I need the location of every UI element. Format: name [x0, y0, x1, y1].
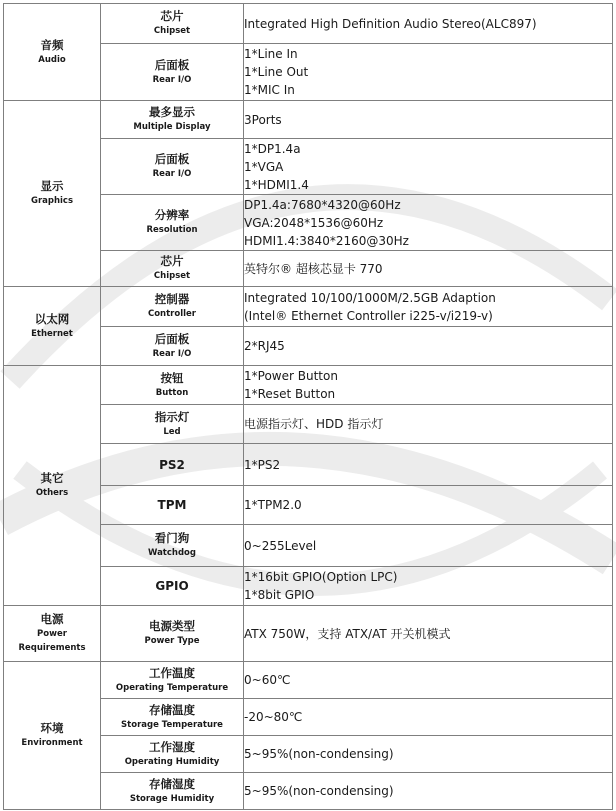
- value-line: 5~95%(non-condensing): [244, 784, 394, 798]
- sub-label-zh: 后面板: [154, 331, 190, 346]
- category-en: Graphics: [30, 196, 74, 206]
- sub-label-en: Operating Temperature: [115, 682, 229, 693]
- sub-label-en: Rear I/O: [152, 348, 192, 359]
- category-en: Ethernet: [31, 328, 73, 339]
- value-line: 英特尔® 超核芯显卡 770: [244, 261, 383, 276]
- value-line: Integrated High Definition Audio Stereo(ALC897): [244, 16, 537, 31]
- spec-value: [244, 567, 613, 606]
- value-line: 1*MIC In: [244, 83, 295, 97]
- spec-value: [244, 366, 613, 405]
- spec-value: [244, 486, 613, 525]
- sub-label-zh: 电源类型: [149, 619, 195, 633]
- sub-label-en: Button: [155, 387, 189, 398]
- sub-label-en: Rear I/O: [152, 169, 192, 179]
- spec-value: [244, 195, 613, 251]
- value-line: 1*DP1.4a: [244, 141, 301, 156]
- spec-value: [244, 736, 613, 773]
- sub-label-zh: 存储湿度: [149, 776, 195, 791]
- spec-value: [244, 101, 613, 139]
- sub-label: [101, 366, 244, 405]
- sub-label: [101, 195, 244, 251]
- sub-label-en: Controller: [147, 309, 196, 319]
- sub-label-zh: 指示灯: [154, 409, 190, 424]
- sub-label-en: Chipset: [153, 271, 191, 281]
- sub-label-zh: 按钮: [160, 370, 184, 385]
- category-zh: 显示: [40, 179, 64, 193]
- value-line: ATX 750W，支持 ATX/AT 开关机模式: [244, 626, 451, 641]
- sub-label: [101, 139, 244, 195]
- sub-label: [101, 444, 244, 486]
- sub-label-zh: PS2: [159, 457, 185, 472]
- value-line: 电源指示灯、HDD 指示灯: [244, 417, 384, 431]
- spec-value: [244, 251, 613, 287]
- spec-value: [244, 287, 613, 327]
- value-line: DP1.4a:7680*4320@60Hz: [244, 197, 401, 212]
- spec-row: [4, 287, 613, 327]
- sub-label-en: Led: [163, 426, 181, 437]
- sub-label-en: Resolution: [146, 225, 198, 235]
- value-line: 1*Reset Button: [244, 387, 336, 401]
- sub-label-en: Storage Temperature: [121, 719, 223, 730]
- sub-label: [101, 736, 244, 773]
- category-zh: 其它: [40, 471, 64, 485]
- category-zh: 音频: [40, 37, 64, 52]
- sub-label: [101, 699, 244, 736]
- category-ethernet: [4, 287, 101, 366]
- category-zh: 以太网: [34, 311, 70, 326]
- category-graphics: [4, 101, 101, 287]
- sub-label-en: Watchdog: [148, 548, 196, 558]
- value-line: 2*RJ45: [244, 339, 285, 353]
- value-line: 1*HDMI1.4: [244, 177, 309, 192]
- category-en: Audio: [38, 54, 66, 65]
- category-en: Environment: [21, 738, 83, 748]
- value-line: VGA:2048*1536@60Hz: [244, 215, 384, 230]
- sub-label-en: Power Type: [144, 636, 200, 646]
- spec-value: [244, 606, 613, 662]
- category-en: Power: [37, 629, 67, 639]
- sub-label: [101, 567, 244, 606]
- value-line: 1*TPM2.0: [244, 498, 302, 512]
- value-line: 3Ports: [244, 112, 282, 127]
- sub-label-en: Operating Humidity: [124, 756, 220, 767]
- sub-label-zh: 看门狗: [154, 531, 190, 545]
- sub-label: [101, 101, 244, 139]
- sub-label: [101, 4, 244, 44]
- value-line: 1*16bit GPIO(Option LPC): [244, 570, 398, 584]
- sub-label-en: Rear I/O: [152, 74, 192, 85]
- sub-label-zh: 工作湿度: [149, 739, 195, 754]
- value-line: Integrated 10/100/1000M/2.5GB Adaption: [244, 290, 496, 305]
- sub-label: [101, 327, 244, 366]
- sub-label-en: Chipset: [153, 26, 191, 36]
- value-line: 0~255Level: [244, 538, 317, 553]
- sub-label-en: Storage Humidity: [129, 793, 215, 804]
- spec-value: [244, 699, 613, 736]
- value-line: HDMI1.4:3840*2160@30Hz: [244, 233, 409, 248]
- value-line: 0~60℃: [244, 673, 291, 687]
- sub-label: [101, 405, 244, 444]
- sub-label-zh: TPM: [157, 498, 187, 512]
- value-line: (Intel® Ethernet Controller i225-v/i219-v): [244, 308, 493, 323]
- sub-label: [101, 486, 244, 525]
- spec-table: [3, 3, 613, 810]
- sub-label: [101, 773, 244, 810]
- spec-row: [4, 662, 613, 699]
- sub-label: [101, 606, 244, 662]
- sub-label-zh: 存储温度: [149, 702, 195, 717]
- sub-label-zh: 后面板: [154, 57, 190, 72]
- sub-label-zh: 控制器: [154, 292, 190, 306]
- sub-label-zh: 后面板: [154, 152, 190, 166]
- value-line: 1*Line Out: [244, 65, 309, 79]
- sub-label-en: Multiple Display: [133, 122, 211, 132]
- value-line: 1*Line In: [244, 47, 298, 61]
- spec-value: [244, 4, 613, 44]
- sub-label-zh: 分辨率: [154, 208, 190, 222]
- category-en: Requirements: [18, 643, 86, 653]
- sub-label: [101, 44, 244, 101]
- spec-value: [244, 44, 613, 101]
- sub-label-zh: 最多显示: [149, 105, 195, 119]
- sub-label-zh: 工作温度: [149, 665, 195, 680]
- spec-value: [244, 662, 613, 699]
- spec-value: [244, 525, 613, 567]
- spec-row: [4, 366, 613, 405]
- category-zh: 电源: [40, 612, 64, 626]
- spec-value: [244, 773, 613, 810]
- sub-label: [101, 525, 244, 567]
- sub-label-zh: 芯片: [160, 9, 184, 23]
- category-environment: [4, 662, 101, 810]
- category-power: [4, 606, 101, 662]
- value-line: 1*VGA: [244, 159, 284, 174]
- spec-row: [4, 606, 613, 662]
- value-line: 1*PS2: [244, 457, 281, 472]
- value-line: 5~95%(non-condensing): [244, 747, 394, 761]
- spec-value: [244, 405, 613, 444]
- spec-value: [244, 444, 613, 486]
- spec-row: [4, 4, 613, 44]
- sub-label: [101, 251, 244, 287]
- sub-label-zh: 芯片: [160, 254, 184, 268]
- sub-label-zh: GPIO: [155, 579, 189, 593]
- sub-label: [101, 287, 244, 327]
- category-others: [4, 366, 101, 606]
- sub-label: [101, 662, 244, 699]
- value-line: 1*Power Button: [244, 369, 338, 383]
- value-line: -20~80℃: [244, 710, 303, 724]
- value-line: 1*8bit GPIO: [244, 588, 315, 602]
- spec-value: [244, 327, 613, 366]
- spec-row: [4, 101, 613, 139]
- category-en: Others: [35, 488, 69, 498]
- category-zh: 环境: [40, 721, 64, 735]
- category-audio: [4, 4, 101, 101]
- spec-value: [244, 139, 613, 195]
